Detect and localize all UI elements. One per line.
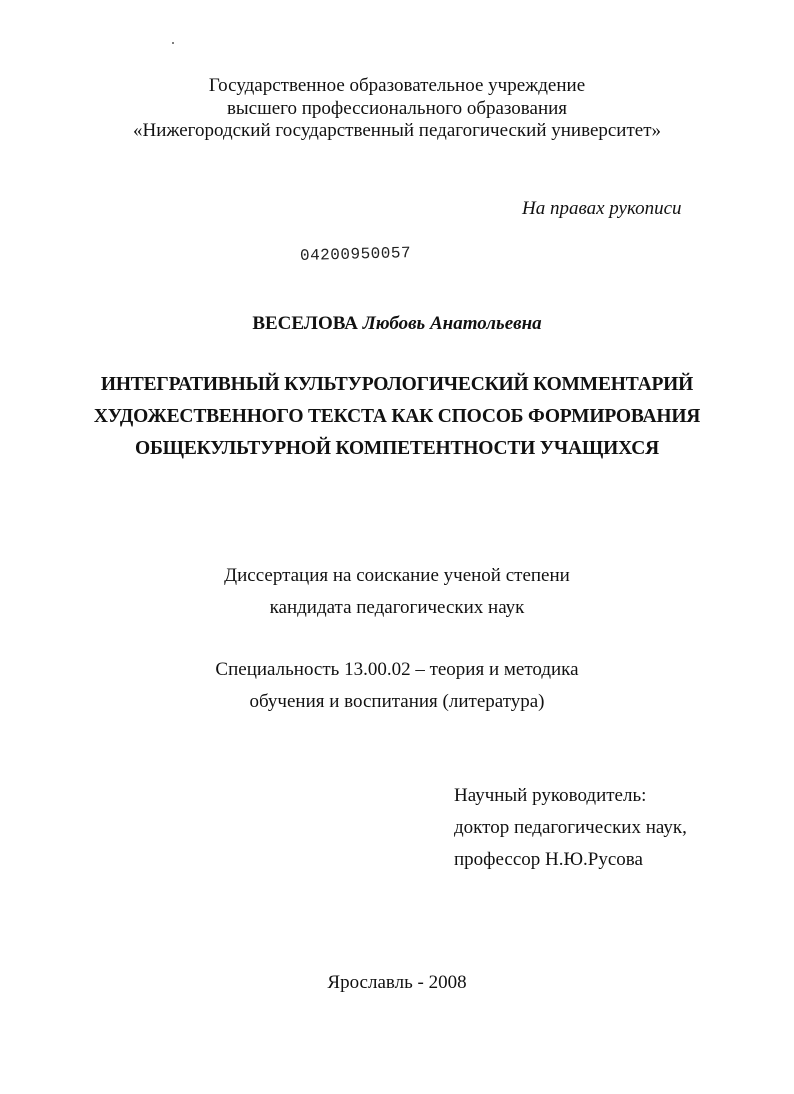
author-name [0, 313, 794, 335]
archive-number: 04200950057 [299, 244, 412, 265]
institution-line-3: «Нижегородский государственный педагогический университет» [132, 120, 662, 141]
institution-line-2: высшего профессионального образования [226, 98, 568, 119]
supervisor-name: профессор Н.Ю.Русова [454, 849, 643, 870]
degree-line-1: Диссертация на соискание ученой степени [224, 565, 570, 586]
manuscript-note: На правах рукописи [522, 198, 682, 219]
institution-line-1: Государственное образовательное учреждение [208, 75, 586, 96]
supervisor-label: Научный руководитель: [454, 785, 647, 806]
title-line-3: ОБЩЕКУЛЬТУРНОЙ КОМПЕТЕНТНОСТИ УЧАЩИХСЯ [134, 438, 659, 459]
specialty-line-1: Специальность 13.00.02 – теория и методика [215, 659, 579, 680]
scan-speck [172, 42, 174, 44]
author-surname: ВЕСЕЛОВА [252, 313, 358, 334]
specialty-line-2: обучения и воспитания (литература) [249, 691, 545, 712]
title-line-2: ХУДОЖЕСТВЕННОГО ТЕКСТА КАК СПОСОБ ФОРМИРОВАНИЯ [93, 406, 701, 427]
place-year: Ярославль - 2008 [327, 972, 467, 993]
supervisor-degree: доктор педагогических наук, [454, 817, 687, 838]
degree-line-2: кандидата педагогических наук [269, 597, 525, 618]
title-line-1: ИНТЕГРАТИВНЫЙ КУЛЬТУРОЛОГИЧЕСКИЙ КОММЕНТАРИЙ [100, 374, 694, 395]
author-given-names: Любовь Анатольевна [362, 313, 542, 334]
